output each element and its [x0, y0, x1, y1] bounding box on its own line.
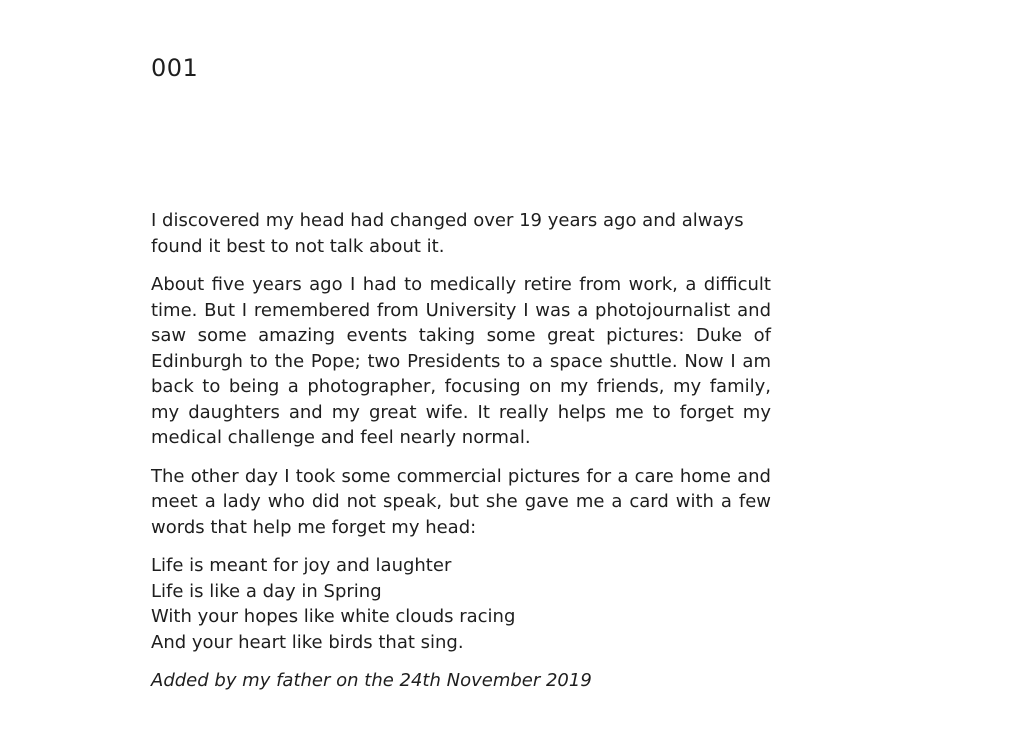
story-paragraph-3: The other day I took some commercial pictures for a care home and meet a lady who did not speak, but she gave me a card with a few words that help me forget my head:: [151, 465, 771, 538]
page-number: 001: [151, 54, 199, 82]
story-paragraph-1: I discovered my head had changed over 19 years ago and always found it best to not talk about it.: [151, 210, 744, 257]
story-paragraph-2: About five years ago I had to medically retire from work, a difficult time. But I remembered from University I was a photojournalist and saw some amazing events taking some great pictures: Duke of Edinburgh to the Pope; two Presidents to a space shuttle. Now I am back to being a photographer, focusing on my friends, my family, my daughters and my great wife. It really helps me to forget my medical challenge and feel nearly normal.: [151, 274, 771, 448]
poem-line: And your heart like birds that sing.: [151, 631, 464, 653]
poem: [151, 553, 771, 655]
poem-line: With your hopes like white clouds racing: [151, 606, 516, 627]
poem-line: Life is meant for joy and laughter: [151, 555, 452, 576]
poem-line: Life is like a day in Spring: [151, 580, 382, 602]
attribution: Added by my father on the 24th November 2019: [151, 670, 592, 691]
story-body: [151, 208, 771, 707]
